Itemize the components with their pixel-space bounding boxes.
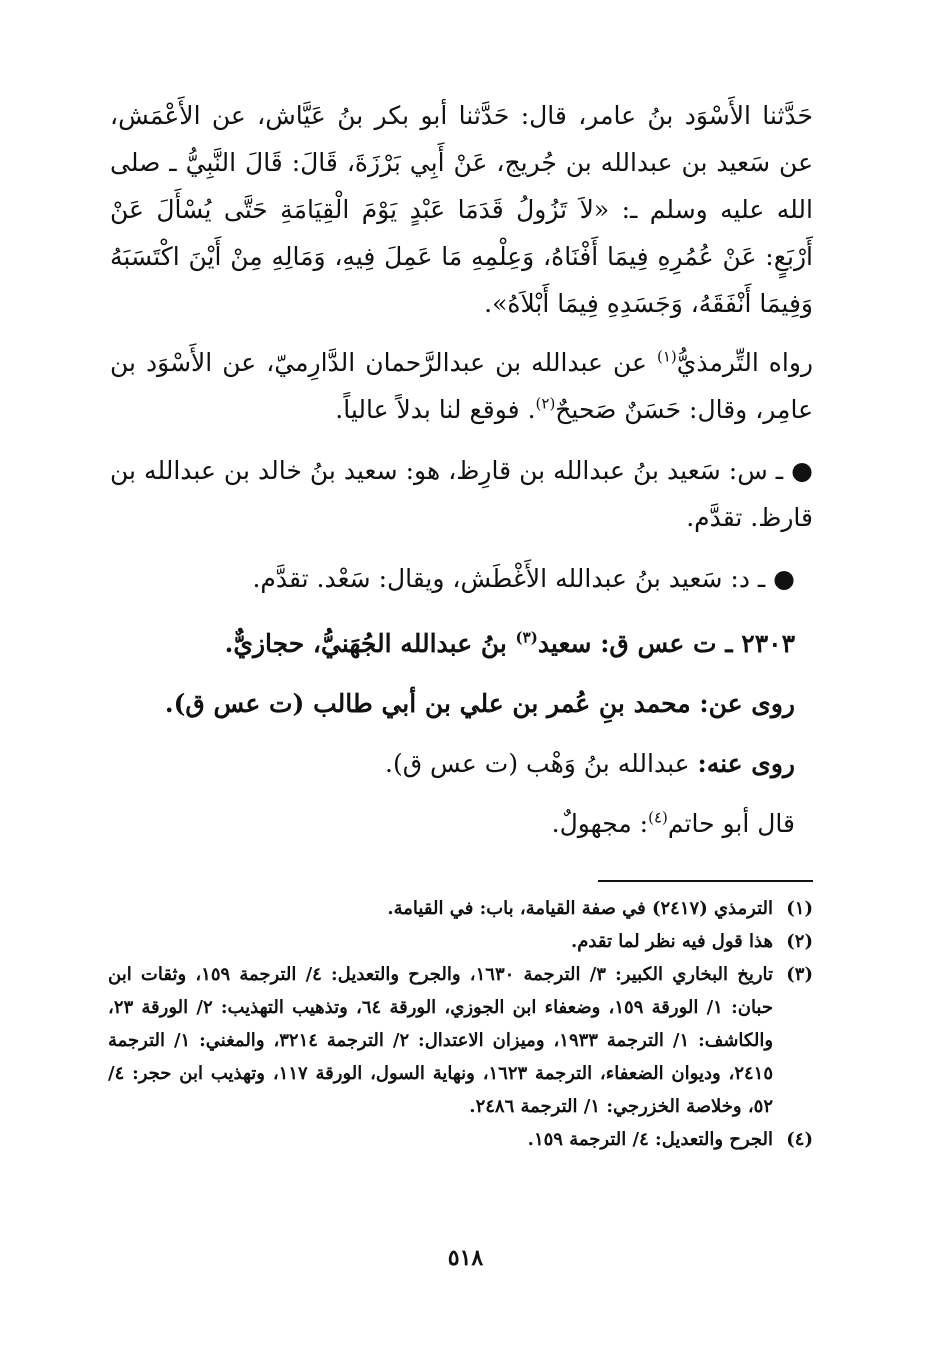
entry-heading-2303 [110, 614, 813, 674]
footnote-number: (٤) [786, 1129, 813, 1150]
rawa-anhu-text: عبدالله بنُ وَهْب (ت عس ق). [385, 749, 698, 778]
hadith-paragraph: حَدَّثنا الأَسْوَد بنُ عامر، قال: حَدَّثنا أبو بكر بنُ عَيَّاش، عن الأَعْمَش، عن سَعيد بن عبدالله بن جُريج، عَنْ أَبِي بَرْزَةَ، قَالَ: قَالَ النَّبِيُّ ـ صلى الله عليه وسلم ـ: «لاَ تَزُولُ قَدَمَا عَبْدٍ يَوْمَ الْقِيَامَةِ حَتَّى يُسْأَلَ عَنْ أَرْبَعٍ: عَنْ عُمُرِهِ فِيمَا أَفْنَاهُ، وَعِلْمِهِ مَا عَمِلَ فِيهِ، وَمَالِهِ مِنْ أَيْنَ اكْتَسَبَهُ وَفِيمَا أَنْفَقَهُ، وَجَسَدِهِ فِيمَا أَبْلاَهُ». [110, 101, 813, 318]
footnote-text: تاريخ البخاري الكبير: ٣/ الترجمة ١٦٣٠، والجرح والتعديل: ٤/ الترجمة ١٥٩، وثقات ابن حبان: ١/ الورقة ١٥٩، وضعفاء ابن الجوزي، الورقة ٦٤، وتذهيب التهذيب: ٢/ الورقة ٢٣، والكاشف: ١/ الترجمة ١٩٣٣، وميزان الاعتدال: ٢/ الترجمة ٣٢١٤، والمغني: ١/ الترجمة ٢٤١٥، وديوان الضعفاء، الترجمة ١٦٢٣، ونهاية السول، الورقة ١١٧، وتهذيب ابن حجر: ٤/ ٥٢، وخلاصة الخزرجي: ١/ الترجمة ٢٤٨٦. [108, 964, 774, 1117]
footnote-1 [108, 892, 813, 925]
footnote-text: الجرح والتعديل: ٤/ الترجمة ١٥٩. [527, 1129, 773, 1150]
rawa-anhu-line [110, 734, 813, 794]
abu-hatim-text-2: : مجهولٌ. [551, 809, 649, 838]
abu-hatim-line [110, 794, 813, 854]
rawa-an-line [110, 674, 813, 734]
footnote-ref-2[interactable]: (٢) [535, 394, 556, 413]
footnote-number: (٣) [786, 964, 813, 985]
narration-paragraph [110, 339, 813, 433]
page-number: ٥١٨ [447, 1245, 484, 1271]
rawa-an-text: محمد بنِ عُمر بن علي بن أبي طالب (ت عس ق). [164, 689, 700, 718]
abu-hatim-text: قال أبو حاتم [667, 809, 795, 838]
entry-head: ٢٣٠٣ ـ ت عس ق: سعيد [537, 629, 795, 658]
footnote-divider [598, 880, 813, 882]
footnote-number: (٢) [786, 931, 813, 952]
bullet-entry-qarid: ● ـ س: سَعيد بنُ عبدالله بن قارِظ، هو: سعيد بنُ خالد بن عبدالله بن قارظ. تقدَّم. [110, 456, 813, 532]
footnote-number: (١) [786, 898, 813, 919]
footnote-ref-4[interactable]: (٤) [648, 808, 668, 827]
entry-tail: بنُ عبدالله الجُهَنيُّ، حجازيٌّ. [224, 629, 516, 658]
bullet-entry-aghtash: ● ـ د: سَعيد بنُ عبدالله الأَغْطَش، ويقال: سَعْد. تقدَّم. [252, 564, 795, 593]
footnote-text: هذا قول فيه نظر لما تقدم. [571, 931, 773, 952]
narration-text-3: . فوقع لنا بدلاً عالياً. [335, 395, 536, 424]
narration-text: رواه التِّرمذيُّ [676, 348, 813, 377]
footnote-3 [108, 958, 813, 1123]
footnotes [108, 892, 813, 1156]
footnote-ref-1[interactable]: (١) [657, 347, 677, 366]
rawa-an-label: روى عن: [699, 689, 795, 718]
main-text [110, 92, 813, 854]
footnote-2 [108, 925, 813, 958]
narration-text-2: عن عبدالله بن عبدالرَّحمان الدَّارِميّ، عن الأَسْوَد بن عامِر، وقال: حَسَنٌ صَحيحٌ [110, 348, 813, 424]
footnote-text: الترمذي (٢٤١٧) في صفة القيامة، باب: في القيامة. [387, 898, 773, 919]
footnote-ref-3[interactable]: (٣) [515, 628, 538, 647]
footnote-4 [108, 1123, 813, 1156]
rawa-anhu-label: روى عنه: [697, 749, 795, 778]
